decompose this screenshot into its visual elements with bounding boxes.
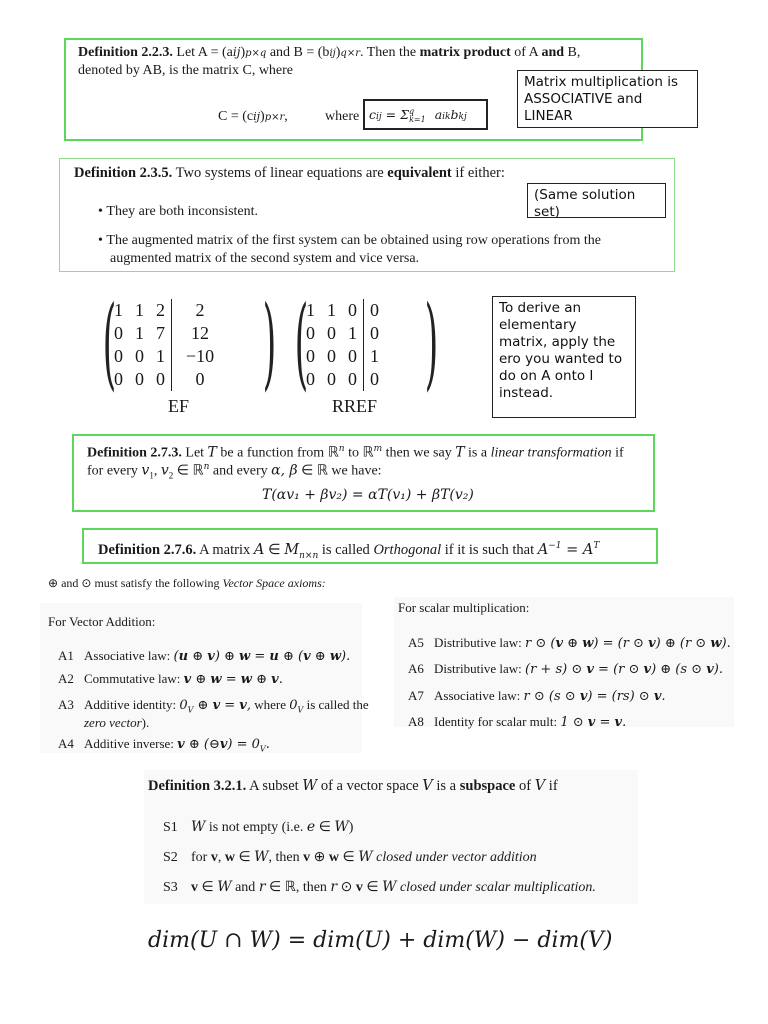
definition-2-2-3-line1: Definition 2.2.3. Let A = (aij)p×q and B = (bij)q×r. Then the matrix product of A and B,: [78, 45, 581, 60]
rref-right-paren: ): [424, 284, 439, 401]
rref-left-paren: (: [294, 284, 309, 401]
rref-row: 1 1 0 0: [300, 299, 385, 322]
bullet-icon: •: [98, 204, 107, 219]
ef-matrix: [108, 299, 228, 391]
ef-row: 0 0 1 −10: [108, 345, 228, 368]
axiom-a4: A4 Additive inverse: v ⊕ (⊖v) = $0_V$.: [58, 736, 270, 754]
definition-2-7-3-line1: Definition 2.7.3. Let T be a function from ℝ$^n$ to ℝ$^m$ then we say T is a linear transformation if: [87, 444, 624, 461]
bullet-inconsistent: • They are both inconsistent.: [98, 204, 259, 219]
ef-label: EF: [168, 396, 190, 416]
rref-row: 0 0 1 0: [300, 322, 385, 345]
where-label: where: [325, 109, 360, 124]
definition-3-2-1-line: Definition 3.2.1. A subset W of a vector space V is a subspace of V if: [148, 778, 558, 794]
subspace-s3: S3 v ∈ W and r ∈ ℝ, then r ⊙ v ∈ W closed under scalar multiplication.: [163, 879, 596, 895]
ef-left-paren: (: [102, 284, 117, 401]
subspace-s1: S1 W is not empty (i.e. e ∈ W): [163, 819, 354, 835]
definition-2-2-3-line2: denoted by AB, is the matrix C, where: [78, 63, 294, 78]
rref-label: RREF: [332, 396, 378, 416]
rref-matrix: [300, 299, 385, 391]
note-elementary-matrix: To derive an elementary matrix, apply the ero you wanted to do on A onto I instead.: [492, 296, 636, 418]
linear-transformation-formula: T(αv₁ + βv₂) = αT(v₁) + βT(v₂): [262, 487, 474, 503]
definition-2-7-3-line2: for every $v_1$, $v_2$ ∈ ℝ$^n$ and every α, β ∈ ℝ we have:: [87, 462, 382, 481]
axiom-a1: A1 Associative law: (u ⊕ v) ⊕ w = u ⊕ (v ⊕ w).: [58, 648, 351, 664]
definition-2-7-6-line: Definition 2.7.6. A matrix A ∈ $M_{n\times n}$ is called Orthogonal if it is such that $A^{-1} = A^T$: [98, 541, 600, 561]
subspace-s2: S2 for v, w ∈ W, then v ⊕ w ∈ W closed under vector addition: [163, 849, 537, 865]
rref-row: 0 0 0 0: [300, 368, 385, 391]
dimension-formula: dim(U ∩ W) = dim(U) + dim(W) − dim(V): [148, 928, 613, 953]
axiom-a7: A7 Associative law: r ⊙ (s ⊙ v) = (rs) ⊙ v.: [408, 688, 666, 704]
axiom-a5: A5 Distributive law: r ⊙ (v ⊕ w) = (r ⊙ v) ⊕ (r ⊙ w).: [408, 635, 731, 651]
note-same-solution-set: (Same solution set): [527, 183, 666, 218]
axioms-intro: ⊕ and ⊙ must satisfy the following Vector Space axioms:: [48, 576, 326, 590]
note-matrix-multiplication: Matrix multiplication is ASSOCIATIVE and LINEAR: [517, 70, 698, 128]
axiom-a2: A2 Commutative law: v ⊕ w = w ⊕ v.: [58, 671, 283, 687]
ef-row: 0 0 0 0: [108, 368, 228, 391]
axiom-a3: A3 Additive identity: $0_V$ ⊕ v = v, where $0_V$ is called the zero vector).: [58, 697, 369, 730]
rref-row: 0 0 0 1: [300, 345, 385, 368]
axiom-a6: A6 Distributive law: (r + s) ⊙ v = (r ⊙ v) ⊕ (s ⊙ v).: [408, 661, 723, 677]
ef-row: 0 1 7 12: [108, 322, 228, 345]
bullet-icon: •: [98, 233, 107, 248]
ef-row: 1 1 2 2: [108, 299, 228, 322]
definition-heading: Definition 2.2.3.: [78, 45, 173, 60]
axiom-a8: A8 Identity for scalar mult: 1 ⊙ v = v.: [408, 714, 627, 730]
definition-2-3-5-line: Definition 2.3.5. Two systems of linear equations are equivalent if either:: [74, 165, 505, 181]
scalar-multiplication-heading: For scalar multiplication:: [398, 600, 530, 615]
vector-addition-heading: For Vector Addition:: [48, 614, 156, 629]
bullet-augmented-matrix: • The augmented matrix of the first system can be obtained using row operations from the augmented matrix of the second system and vice versa.: [98, 233, 601, 266]
ef-right-paren: ): [262, 284, 277, 401]
matrix-product-formula: cij = $\Sigma^q_{k=1}$ aikbkj: [369, 107, 467, 124]
matrix-c-definition: C = (cij)p×r,: [218, 109, 288, 124]
